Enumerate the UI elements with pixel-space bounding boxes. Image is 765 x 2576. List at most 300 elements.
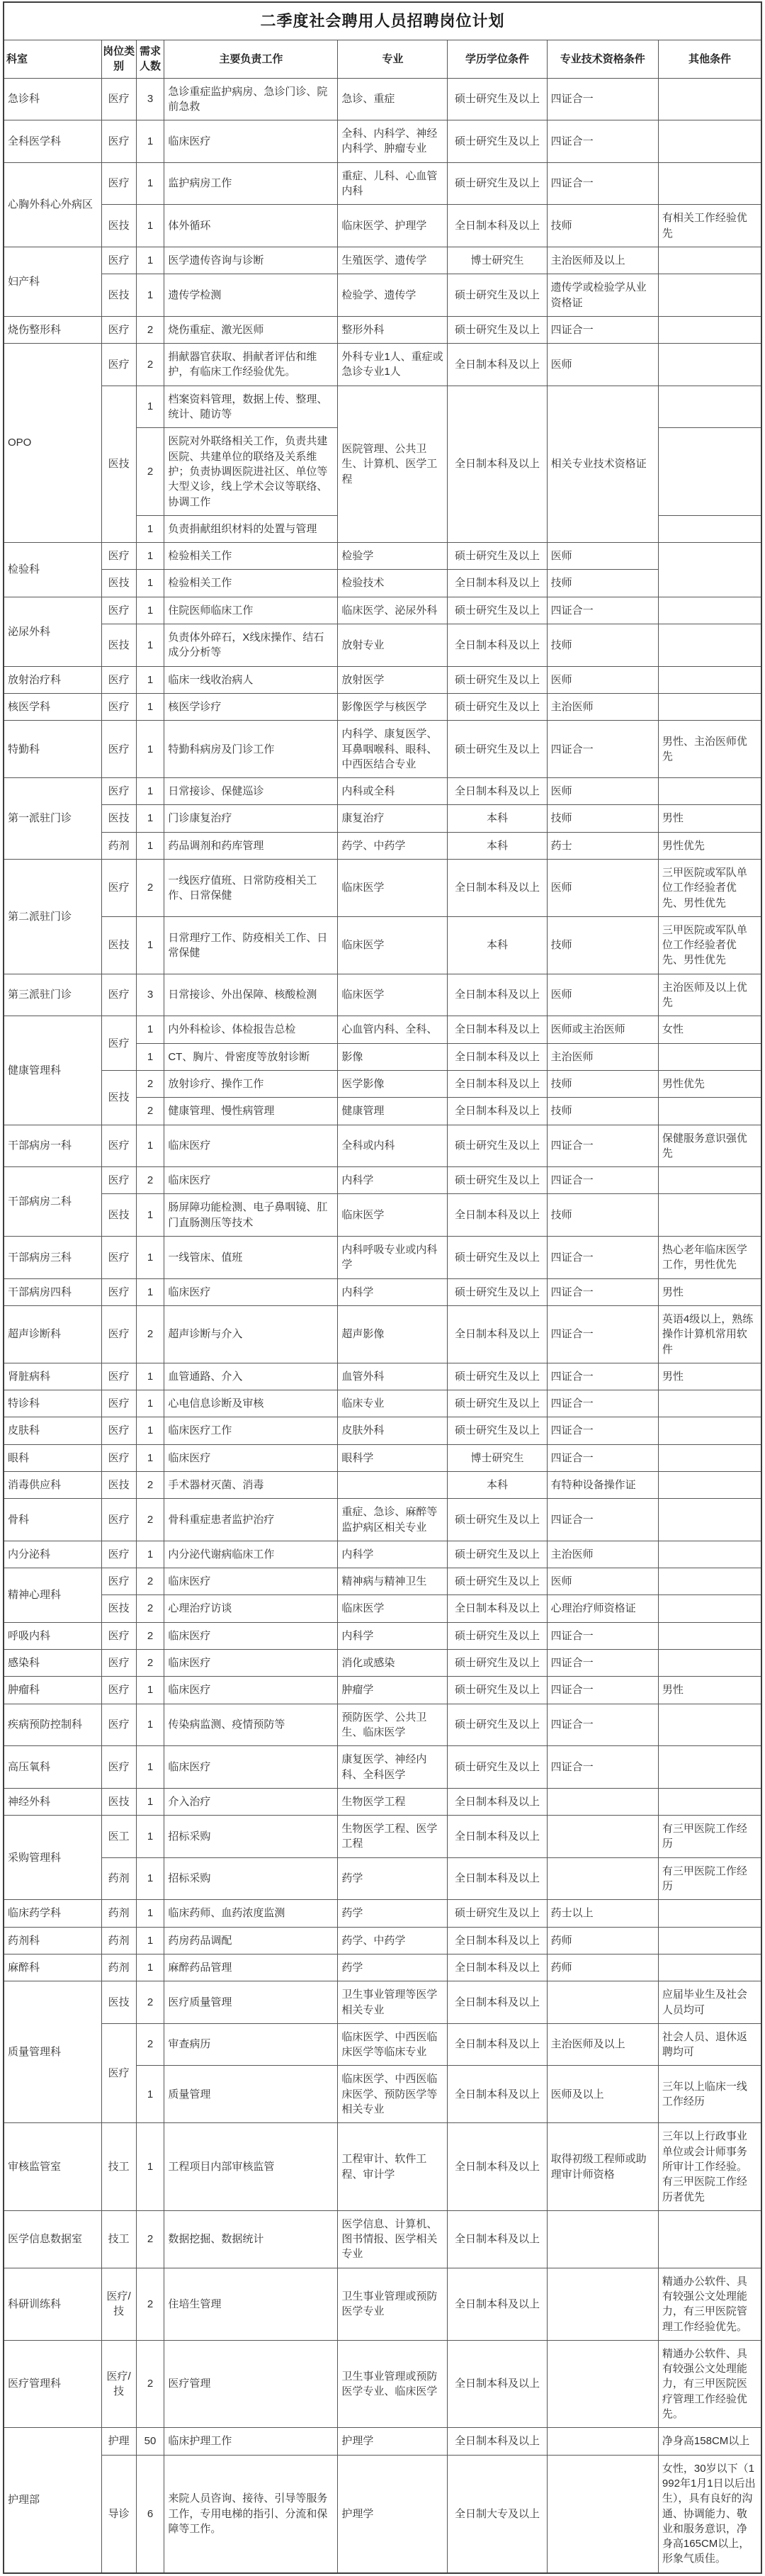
cell-count: 2 (136, 1981, 164, 2024)
cell-department: 超声诊断科 (4, 1305, 101, 1363)
cell-qualification: 四证合一 (547, 162, 658, 205)
cell-count: 1 (136, 247, 164, 274)
cell-education: 全日制本科及以上 (448, 2340, 547, 2427)
cell-education: 硕士研究生及以上 (448, 1363, 547, 1390)
table-row (4, 832, 761, 859)
cell-duties: 住培生管理 (164, 2268, 338, 2340)
cell-other (658, 543, 761, 597)
cell-education: 全日制本科及以上 (448, 2428, 547, 2455)
cell-duties: 日常接诊、保健巡诊 (164, 778, 338, 805)
cell-duties: 临床医疗 (164, 120, 338, 163)
cell-other (658, 1788, 761, 1815)
cell-qualification (547, 2210, 658, 2268)
cell-department: 干部病房四科 (4, 1278, 101, 1305)
cell-department: 感染科 (4, 1650, 101, 1677)
cell-department: 妇产科 (4, 247, 101, 316)
cell-other: 三年以上临床一线工作经历 (658, 2066, 761, 2123)
cell-category: 医疗 (101, 344, 136, 386)
cell-duties: 放射诊疗、操作工作 (164, 1070, 338, 1097)
cell-count: 1 (136, 1900, 164, 1927)
cell-department: 内分泌科 (4, 1541, 101, 1568)
cell-category: 医疗 (101, 1016, 136, 1071)
cell-education: 硕士研究生及以上 (448, 1237, 547, 1279)
cell-major: 检验学 (338, 543, 448, 570)
column-header-count: 需求人数 (136, 40, 164, 79)
cell-category: 药剂 (101, 1954, 136, 1981)
cell-major: 医院管理、公共卫生、计算机、医学工程 (338, 386, 448, 542)
table-row (4, 543, 761, 570)
cell-major: 临床医学、泌尿外科 (338, 597, 448, 624)
cell-department: 护理部 (4, 2428, 101, 2573)
cell-category: 医疗 (101, 1363, 136, 1390)
cell-other: 三甲医院或军队单位工作经验者优先、男性优先 (658, 859, 761, 916)
cell-education: 硕士研究生及以上 (448, 120, 547, 163)
cell-qualification (547, 2455, 658, 2573)
cell-major: 卫生事业管理或预防医学专业、临床医学 (338, 2340, 448, 2427)
cell-category: 医疗 (101, 1305, 136, 1363)
cell-other: 男性 (658, 805, 761, 832)
cell-count: 2 (136, 1595, 164, 1622)
table-row (4, 344, 761, 386)
cell-category: 医技 (101, 1472, 136, 1499)
cell-category: 医疗 (101, 1677, 136, 1704)
cell-count: 1 (136, 543, 164, 570)
cell-count: 1 (136, 1927, 164, 1954)
cell-education: 全日制本科及以上 (448, 1305, 547, 1363)
cell-duties: 心电信息诊断及审核 (164, 1390, 338, 1417)
column-header-education: 学历学位条件 (448, 40, 547, 79)
cell-major: 药学 (338, 1954, 448, 1981)
cell-major: 卫生事业管理或预防医学专业 (338, 2268, 448, 2340)
cell-count: 1 (136, 1746, 164, 1789)
cell-education: 本科 (448, 832, 547, 859)
cell-count: 2 (136, 1098, 164, 1125)
cell-major: 内科学 (338, 1167, 448, 1194)
cell-duties: 日常理疗工作、防疫相关工作、日常保健 (164, 916, 338, 974)
table-row (4, 1954, 761, 1981)
table-header-row (4, 40, 761, 79)
cell-count: 2 (136, 1499, 164, 1541)
cell-duties: 传染病监测、疫情预防等 (164, 1704, 338, 1746)
cell-duties: 招标采购 (164, 1857, 338, 1900)
cell-duties: 临床一线收治病人 (164, 666, 338, 693)
cell-department: 精神心理科 (4, 1568, 101, 1623)
cell-major: 心血管内科、全科、 (338, 1016, 448, 1043)
cell-department: 特诊科 (4, 1390, 101, 1417)
table-row (4, 2268, 761, 2340)
table-row (4, 1816, 761, 1858)
table-row (4, 1900, 761, 1927)
cell-other: 净身高158CM以上 (658, 2428, 761, 2455)
cell-category: 医技 (101, 1981, 136, 2024)
cell-other (658, 1499, 761, 1541)
cell-other: 男性 (658, 1278, 761, 1305)
cell-other: 应届毕业生及社会人员均可 (658, 1981, 761, 2024)
cell-other (658, 1622, 761, 1649)
cell-duties: 临床医疗 (164, 1125, 338, 1167)
cell-major: 放射专业 (338, 624, 448, 667)
table-row (4, 2428, 761, 2455)
cell-education: 硕士研究生及以上 (448, 1746, 547, 1789)
table-row (4, 1541, 761, 1568)
cell-count: 2 (136, 1650, 164, 1677)
cell-duties: 介入治疗 (164, 1788, 338, 1815)
cell-other: 三年以上行政事业单位或会计师事务所审计工作经验。有三甲医院工作经历者优先 (658, 2123, 761, 2210)
table-row (4, 1499, 761, 1541)
cell-other: 男性优先 (658, 1070, 761, 1097)
cell-count: 1 (136, 1677, 164, 1704)
cell-other: 保健服务意识强优先 (658, 1125, 761, 1167)
cell-other: 男性、主治医师优先 (658, 721, 761, 778)
cell-other (658, 1043, 761, 1070)
cell-major: 临床医学、中西医临床医学等临床专业 (338, 2023, 448, 2066)
cell-qualification: 医师 (547, 666, 658, 693)
cell-department: 皮肤科 (4, 1417, 101, 1444)
cell-duties: 检验相关工作 (164, 543, 338, 570)
cell-department: 特勤科 (4, 721, 101, 778)
cell-department: 干部病房三科 (4, 1237, 101, 1279)
cell-category: 医疗 (101, 120, 136, 163)
cell-education: 全日制本科及以上 (448, 974, 547, 1016)
cell-major: 医学信息、计算机、图书情报、医学相关专业 (338, 2210, 448, 2268)
cell-duties: 医院对外联络相关工作，负责共建医院、共建单位的联络及关系维护；负责协调医院进社区、单位等大型义诊，线上学术会议等联络、协调工作 (164, 428, 338, 515)
cell-duties: 医疗管理 (164, 2340, 338, 2427)
cell-major: 急诊、重症 (338, 78, 448, 120)
table-row (4, 1788, 761, 1815)
cell-education: 硕士研究生及以上 (448, 1704, 547, 1746)
table-row (4, 1125, 761, 1167)
cell-count: 1 (136, 274, 164, 317)
cell-qualification (547, 1857, 658, 1900)
cell-count: 2 (136, 1622, 164, 1649)
cell-duties: 档案资料管理，数据上传、整理、统计、随访等 (164, 386, 338, 428)
cell-duties: 审查病历 (164, 2023, 338, 2066)
cell-count: 1 (136, 1390, 164, 1417)
cell-duties: 超声诊断与介入 (164, 1305, 338, 1363)
cell-education: 硕士研究生及以上 (448, 1900, 547, 1927)
cell-category: 医疗 (101, 1650, 136, 1677)
table-row (4, 162, 761, 205)
cell-category: 医疗 (101, 316, 136, 343)
column-header-major: 专业 (338, 40, 448, 79)
table-row (4, 859, 761, 916)
table-row (4, 1650, 761, 1677)
cell-qualification (547, 2428, 658, 2455)
cell-count: 1 (136, 597, 164, 624)
cell-department: 肾脏病科 (4, 1363, 101, 1390)
cell-qualification: 四证合一 (547, 1650, 658, 1677)
cell-count: 1 (136, 570, 164, 597)
cell-other (658, 1650, 761, 1677)
cell-duties: 临床医疗 (164, 1568, 338, 1595)
cell-qualification: 心理治疗师资格证 (547, 1595, 658, 1622)
cell-category: 药剂 (101, 1900, 136, 1927)
cell-education: 硕士研究生及以上 (448, 1568, 547, 1595)
cell-qualification: 技师 (547, 1194, 658, 1237)
cell-count: 2 (136, 2210, 164, 2268)
cell-major: 临床医学 (338, 916, 448, 974)
cell-count: 1 (136, 1043, 164, 1070)
cell-major: 放射医学 (338, 666, 448, 693)
cell-department: 麻醉科 (4, 1954, 101, 1981)
cell-department: 检验科 (4, 543, 101, 597)
cell-count: 1 (136, 515, 164, 542)
table-row (4, 570, 761, 597)
cell-duties: 一线管床、值班 (164, 1237, 338, 1279)
cell-category: 医疗 (101, 2023, 136, 2122)
cell-count: 1 (136, 162, 164, 205)
cell-department: 药剂科 (4, 1927, 101, 1954)
cell-duties: 内分泌代谢病临床工作 (164, 1541, 338, 1568)
cell-qualification: 四证合一 (547, 1677, 658, 1704)
cell-count: 2 (136, 859, 164, 916)
cell-duties: 日常接诊、外出保障、核酸检测 (164, 974, 338, 1016)
cell-major: 护理学 (338, 2428, 448, 2455)
cell-category: 医技 (101, 1194, 136, 1237)
cell-qualification: 有特种设备操作证 (547, 1472, 658, 1499)
cell-count: 1 (136, 386, 164, 428)
cell-qualification: 四证合一 (547, 1704, 658, 1746)
cell-major: 内科学 (338, 1278, 448, 1305)
cell-duties: 临床医疗 (164, 1444, 338, 1471)
cell-category: 医疗 (101, 974, 136, 1016)
cell-qualification: 技师 (547, 1070, 658, 1097)
cell-department: 呼吸内科 (4, 1622, 101, 1649)
cell-education: 硕士研究生及以上 (448, 1278, 547, 1305)
cell-duties: 药品调剂和药库管理 (164, 832, 338, 859)
cell-duties: 临床医疗 (164, 1622, 338, 1649)
cell-category: 医疗 (101, 247, 136, 274)
cell-count: 1 (136, 2066, 164, 2123)
table-row (4, 1857, 761, 1900)
cell-education: 博士研究生 (448, 247, 547, 274)
cell-count: 1 (136, 693, 164, 720)
cell-major: 重症、儿科、心血管内科 (338, 162, 448, 205)
cell-major: 影像医学与核医学 (338, 693, 448, 720)
cell-duties: 心理治疗访谈 (164, 1595, 338, 1622)
cell-major: 内科学 (338, 1541, 448, 1568)
cell-other (658, 1746, 761, 1789)
cell-education: 全日制本科及以上 (448, 1857, 547, 1900)
cell-major: 检验学、遗传学 (338, 274, 448, 317)
cell-department: 采购管理科 (4, 1816, 101, 1900)
cell-count: 1 (136, 1363, 164, 1390)
cell-education: 全日制本科及以上 (448, 1927, 547, 1954)
cell-major: 全科或内科 (338, 1125, 448, 1167)
table-row (4, 778, 761, 805)
table-row (4, 316, 761, 343)
cell-category: 医疗 (101, 597, 136, 624)
column-header-category: 岗位类别 (101, 40, 136, 79)
cell-other (658, 1927, 761, 1954)
cell-duties: 住院医师临床工作 (164, 597, 338, 624)
table-row (4, 1568, 761, 1595)
table-row (4, 916, 761, 974)
cell-other: 主治医师及以上优先 (658, 974, 761, 1016)
cell-education: 全日制大专及以上 (448, 2455, 547, 2573)
cell-category: 医疗 (101, 1444, 136, 1471)
cell-duties: 招标采购 (164, 1816, 338, 1858)
cell-category: 医技 (101, 916, 136, 974)
cell-duties: 临床医疗工作 (164, 1417, 338, 1444)
cell-other: 女性，30岁以下（1992年1月1日以后出生），具有良好的沟通、协调能力、敬业和服务意识，净身高165CM以上，形象气质佳。 (658, 2455, 761, 2573)
cell-department: 临床药学科 (4, 1900, 101, 1927)
cell-education: 硕士研究生及以上 (448, 666, 547, 693)
cell-qualification (547, 1981, 658, 2024)
table-row (4, 1070, 761, 1097)
cell-duties: 一线医疗值班、日常防疫相关工作、日常保健 (164, 859, 338, 916)
cell-other: 有相关工作经验优先 (658, 205, 761, 247)
table-row (4, 1167, 761, 1194)
cell-education: 全日制本科及以上 (448, 1595, 547, 1622)
cell-qualification: 四证合一 (547, 1167, 658, 1194)
cell-qualification: 技师 (547, 570, 658, 597)
table-row (4, 274, 761, 317)
cell-education: 全日制本科及以上 (448, 2123, 547, 2210)
cell-department: 医学信息数据室 (4, 2210, 101, 2268)
cell-count: 1 (136, 832, 164, 859)
cell-category: 药剂 (101, 1927, 136, 1954)
cell-education: 全日制本科及以上 (448, 1043, 547, 1070)
cell-qualification: 医师 (547, 1568, 658, 1595)
cell-count: 3 (136, 78, 164, 120)
cell-count: 1 (136, 666, 164, 693)
cell-other (658, 1167, 761, 1194)
cell-other: 有三甲医院工作经历 (658, 1857, 761, 1900)
cell-education: 全日制本科及以上 (448, 2268, 547, 2340)
table-row (4, 247, 761, 274)
cell-count: 2 (136, 1070, 164, 1097)
cell-count: 2 (136, 316, 164, 343)
cell-count: 1 (136, 1237, 164, 1279)
cell-department: 质量管理科 (4, 1981, 101, 2123)
cell-major: 临床医学 (338, 1595, 448, 1622)
cell-category: 医技 (101, 386, 136, 542)
cell-count: 1 (136, 778, 164, 805)
cell-department: 全科医学科 (4, 120, 101, 163)
cell-count: 1 (136, 2123, 164, 2210)
cell-category: 医疗 (101, 78, 136, 120)
cell-qualification: 四证合一 (547, 316, 658, 343)
cell-other (658, 515, 761, 542)
cell-count: 2 (136, 1305, 164, 1363)
cell-qualification (547, 2268, 658, 2340)
cell-count: 1 (136, 1788, 164, 1815)
table-row (4, 1704, 761, 1746)
cell-count: 1 (136, 1278, 164, 1305)
cell-education: 全日制本科及以上 (448, 1098, 547, 1125)
cell-education: 硕士研究生及以上 (448, 1650, 547, 1677)
cell-department: 第三派驻门诊 (4, 974, 101, 1016)
cell-category: 医疗 (101, 1278, 136, 1305)
cell-category: 医疗 (101, 1125, 136, 1167)
cell-department: OPO (4, 344, 101, 543)
cell-count: 2 (136, 2023, 164, 2066)
cell-category: 技工 (101, 2210, 136, 2268)
table-row (4, 2210, 761, 2268)
cell-department: 神经外科 (4, 1788, 101, 1815)
cell-qualification: 取得初级工程师或助理审计师资格 (547, 2123, 658, 2210)
cell-education: 硕士研究生及以上 (448, 1541, 547, 1568)
cell-category: 医技 (101, 624, 136, 667)
cell-other: 男性 (658, 1363, 761, 1390)
cell-other (658, 597, 761, 624)
cell-major: 临床医学 (338, 1194, 448, 1237)
cell-qualification: 四证合一 (547, 1390, 658, 1417)
cell-category: 医疗/技 (101, 2340, 136, 2427)
cell-major: 检验技术 (338, 570, 448, 597)
cell-duties: 工程项目内部审核监管 (164, 2123, 338, 2210)
table-row (4, 120, 761, 163)
cell-other (658, 1595, 761, 1622)
cell-other: 社会人员、退休返聘均可 (658, 2023, 761, 2066)
cell-category: 护理 (101, 2428, 136, 2455)
cell-department: 急诊科 (4, 78, 101, 120)
cell-category: 技工 (101, 2123, 136, 2210)
cell-department: 心胸外科心外病区 (4, 162, 101, 247)
cell-category: 医疗 (101, 1417, 136, 1444)
cell-qualification: 四证合一 (547, 1499, 658, 1541)
table-row (4, 2123, 761, 2210)
cell-education: 硕士研究生及以上 (448, 1499, 547, 1541)
cell-duties: 医学遗传咨询与诊断 (164, 247, 338, 274)
cell-education: 全日制本科及以上 (448, 570, 547, 597)
cell-qualification: 药师 (547, 1954, 658, 1981)
table-row (4, 624, 761, 667)
cell-qualification: 药士 (547, 832, 658, 859)
page-title: 二季度社会聘用人员招聘岗位计划 (4, 2, 761, 40)
table-row (4, 974, 761, 1016)
cell-duties: 临床医疗 (164, 1278, 338, 1305)
cell-category: 医疗 (101, 693, 136, 720)
table-row (4, 2340, 761, 2427)
cell-education: 硕士研究生及以上 (448, 693, 547, 720)
cell-duties: 临床医疗 (164, 1167, 338, 1194)
cell-category: 医技 (101, 274, 136, 317)
cell-major: 内科学、康复医学、耳鼻咽喉科、眼科、中西医结合专业 (338, 721, 448, 778)
cell-other (658, 778, 761, 805)
cell-department: 骨科 (4, 1499, 101, 1541)
table-row (4, 1927, 761, 1954)
cell-other: 男性优先 (658, 832, 761, 859)
cell-education: 本科 (448, 805, 547, 832)
cell-department: 第二派驻门诊 (4, 859, 101, 974)
cell-duties: 临床护理工作 (164, 2428, 338, 2455)
cell-category: 医疗 (101, 1541, 136, 1568)
cell-qualification: 四证合一 (547, 1746, 658, 1789)
cell-qualification: 技师 (547, 624, 658, 667)
cell-other: 三甲医院或军队单位工作经验者优先、男性优先 (658, 916, 761, 974)
cell-education: 硕士研究生及以上 (448, 721, 547, 778)
cell-duties: 检验相关工作 (164, 570, 338, 597)
cell-count: 1 (136, 1857, 164, 1900)
cell-category: 医疗 (101, 543, 136, 570)
table-row (4, 1595, 761, 1622)
table-row (4, 1390, 761, 1417)
cell-major: 重症、急诊、麻醉等监护病区相关专业 (338, 1499, 448, 1541)
cell-duties: 内外科检诊、体检报告总检 (164, 1016, 338, 1043)
cell-qualification: 四证合一 (547, 1125, 658, 1167)
cell-category: 医技 (101, 1788, 136, 1815)
cell-count: 1 (136, 805, 164, 832)
table-row (4, 693, 761, 720)
table-row (4, 1472, 761, 1499)
table-row (4, 78, 761, 120)
table-row (4, 1278, 761, 1305)
table-row (4, 1746, 761, 1789)
table-row (4, 1016, 761, 1043)
cell-other (658, 1390, 761, 1417)
